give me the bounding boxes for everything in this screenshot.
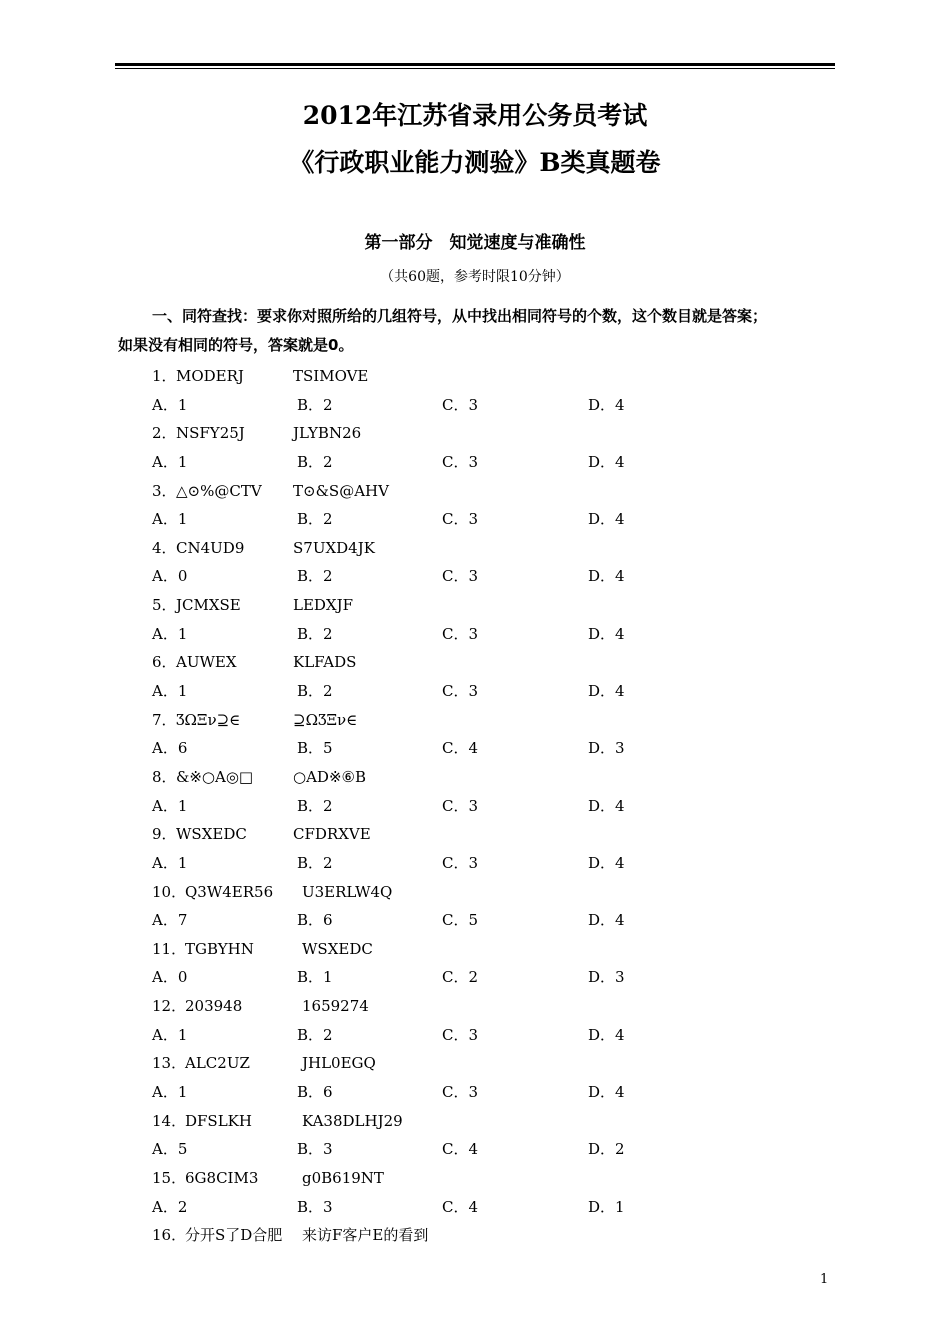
answer-option: C．3 [442, 395, 479, 414]
question-number: 7． [152, 710, 177, 729]
top-rule-thick [115, 63, 835, 66]
symbol-group-a: 分开S了D合肥 [185, 1226, 283, 1245]
symbol-group-b: WSXEDC [302, 939, 373, 958]
question-item [152, 362, 832, 391]
answer-option: D．4 [588, 911, 625, 930]
question-item [152, 1164, 832, 1193]
symbol-group-a: DFSLKH [185, 1111, 252, 1130]
answer-options [152, 792, 832, 821]
answer-option: A．1 [152, 1083, 188, 1102]
answer-options [152, 1021, 832, 1050]
answer-option: C．4 [442, 739, 479, 758]
instruction-line-1: 一、同符查找：要求你对照所给的几组符号，从中找出相同符号的个数，这个数目就是答案； [152, 307, 768, 325]
question-item [152, 763, 832, 792]
answer-option: C．4 [442, 1140, 479, 1159]
answer-option: C．2 [442, 968, 479, 987]
question-item [152, 1107, 832, 1136]
answer-option: A．1 [152, 1025, 188, 1044]
question-number: 1． [152, 367, 177, 385]
question-item [152, 935, 832, 964]
top-rule-thin [115, 68, 835, 69]
answer-options [152, 849, 832, 878]
answer-option: C．3 [442, 682, 479, 701]
answer-option: C．3 [442, 510, 479, 529]
symbol-group-b: KLFADS [293, 653, 357, 672]
symbol-group-b: KA38DLHJ29 [302, 1111, 403, 1130]
question-number: 12． [152, 997, 187, 1016]
answer-options [152, 677, 832, 706]
symbol-group-a: Q3W4ER56 [185, 882, 274, 901]
answer-option: A．0 [152, 968, 188, 987]
question-item [152, 1049, 832, 1078]
answer-option: B．2 [297, 395, 333, 414]
answer-option: A．5 [152, 1140, 188, 1159]
answer-option: D．4 [588, 624, 625, 643]
answer-options [152, 391, 832, 420]
symbol-group-b: g0B619NT [302, 1168, 384, 1187]
answer-option: A．1 [152, 510, 188, 529]
answer-option: A．1 [152, 395, 188, 414]
page-number: 1 [820, 1272, 829, 1287]
answer-options [152, 963, 832, 992]
answer-option: A．1 [152, 853, 188, 872]
answer-option: C．3 [442, 1083, 479, 1102]
symbol-group-b: JHL0EGQ [302, 1054, 376, 1073]
symbol-group-b: ○AD※⑥B [293, 767, 366, 786]
question-number: 2． [152, 424, 177, 443]
symbol-group-a: △⊙%@CTV [176, 481, 262, 500]
answer-options [152, 1193, 832, 1222]
symbol-group-a: &※○A◎□ [176, 767, 254, 786]
symbol-group-a: JCMXSE [176, 596, 241, 615]
symbol-group-a: AUWEX [176, 653, 237, 672]
answer-option: D．4 [588, 510, 625, 529]
symbol-group-a: CN4UD9 [176, 538, 245, 557]
symbol-group-a: ALC2UZ [185, 1054, 250, 1073]
answer-option: B．6 [297, 1083, 333, 1102]
answer-option: C．3 [442, 796, 479, 815]
answer-options [152, 562, 832, 591]
answer-option: C．3 [442, 567, 479, 586]
answer-option: D．4 [588, 682, 625, 701]
symbol-group-b: LEDXJF [293, 596, 354, 615]
answer-option: A．2 [152, 1197, 188, 1216]
answer-options [152, 620, 832, 649]
section-title: 第一部分 知觉速度与准确性 [364, 233, 586, 253]
answer-options [152, 1135, 832, 1164]
question-number: 16． [152, 1226, 187, 1245]
answer-option: D．2 [588, 1140, 625, 1159]
answer-option: B．2 [297, 1025, 333, 1044]
question-item [152, 992, 832, 1021]
answer-option: C．4 [442, 1197, 479, 1216]
question-number: 9． [152, 825, 177, 844]
answer-option: C．3 [442, 853, 479, 872]
question-number: 8． [152, 767, 177, 786]
question-number: 13． [152, 1054, 187, 1073]
question-number: 11． [152, 939, 187, 958]
answer-option: B．2 [297, 682, 333, 701]
symbol-group-b: 来访F客户E的看到 [302, 1226, 429, 1245]
answer-option: B．2 [297, 796, 333, 815]
answer-option: D．4 [588, 1083, 625, 1102]
symbol-group-a: ƷΩΞν⊇∈ [176, 710, 241, 729]
answer-option: B．2 [297, 853, 333, 872]
answer-option: A．6 [152, 739, 188, 758]
question-item [152, 878, 832, 907]
answer-option: B．3 [297, 1197, 333, 1216]
answer-options [152, 448, 832, 477]
symbol-group-b: JLYBN26 [293, 424, 362, 443]
question-number: 6． [152, 653, 177, 672]
section-note: （共60题，参考时限10分钟） [380, 269, 570, 285]
symbol-group-a: MODERJ [176, 367, 244, 385]
question-item [152, 820, 832, 849]
answer-option: A．1 [152, 796, 188, 815]
symbol-group-a: 6G8CIM3 [185, 1168, 259, 1187]
answer-option: A．1 [152, 452, 188, 471]
answer-option: D．4 [588, 853, 625, 872]
instruction-line-2: 如果没有相同的符号，答案就是0。 [118, 336, 354, 354]
question-item [152, 534, 832, 563]
symbol-group-b: TSIMOVE [293, 367, 369, 385]
exam-title-line1: 2012年江苏省录用公务员考试 [302, 101, 648, 130]
answer-option: D．4 [588, 567, 625, 586]
answer-option: B．2 [297, 452, 333, 471]
answer-option: D．3 [588, 739, 625, 758]
question-item [152, 648, 832, 677]
answer-option: A．1 [152, 624, 188, 643]
symbol-group-a: 203948 [185, 997, 243, 1016]
answer-options [152, 906, 832, 935]
question-item [152, 706, 832, 735]
answer-option: B．3 [297, 1140, 333, 1159]
answer-options [152, 505, 832, 534]
answer-option: D．4 [588, 395, 625, 414]
question-item [152, 1221, 832, 1250]
answer-option: D．4 [588, 1025, 625, 1044]
answer-option: C．3 [442, 624, 479, 643]
question-number: 10． [152, 882, 187, 901]
question-item [152, 477, 832, 506]
symbol-group-a: WSXEDC [176, 825, 247, 844]
question-number: 15． [152, 1168, 187, 1187]
question-number: 3． [152, 481, 177, 500]
answer-option: B．2 [297, 510, 333, 529]
question-number: 5． [152, 596, 177, 615]
answer-options [152, 1078, 832, 1107]
symbol-group-b: T⊙&S@AHV [293, 481, 389, 500]
symbol-group-b: ⊇ΩƷΞν∈ [293, 710, 358, 729]
answer-option: D．3 [588, 968, 625, 987]
answer-option: C．5 [442, 911, 479, 930]
answer-option: A．7 [152, 911, 188, 930]
answer-option: C．3 [442, 452, 479, 471]
question-number: 14． [152, 1111, 187, 1130]
answer-option: B．5 [297, 739, 333, 758]
answer-option: B．2 [297, 624, 333, 643]
answer-option: A．0 [152, 567, 188, 586]
answer-option: A．1 [152, 682, 188, 701]
question-list [152, 362, 832, 1250]
answer-option: B．2 [297, 567, 333, 586]
question-item [152, 419, 832, 448]
question-item [152, 591, 832, 620]
answer-option: D．4 [588, 796, 625, 815]
symbol-group-b: CFDRXVE [293, 825, 371, 844]
exam-title-line2: 《行政职业能力测验》B类真题卷 [289, 148, 661, 177]
question-number: 4． [152, 538, 177, 557]
symbol-group-a: NSFY25J [176, 424, 245, 443]
answer-options [152, 734, 832, 763]
symbol-group-a: TGBYHN [185, 939, 254, 958]
answer-option: B．6 [297, 911, 333, 930]
answer-option: B．1 [297, 968, 333, 987]
symbol-group-b: U3ERLW4Q [302, 882, 393, 901]
symbol-group-b: S7UXD4JK [293, 538, 375, 557]
symbol-group-b: 1659274 [302, 997, 369, 1016]
answer-option: C．3 [442, 1025, 479, 1044]
answer-option: D．4 [588, 452, 625, 471]
answer-option: D．1 [588, 1197, 625, 1216]
